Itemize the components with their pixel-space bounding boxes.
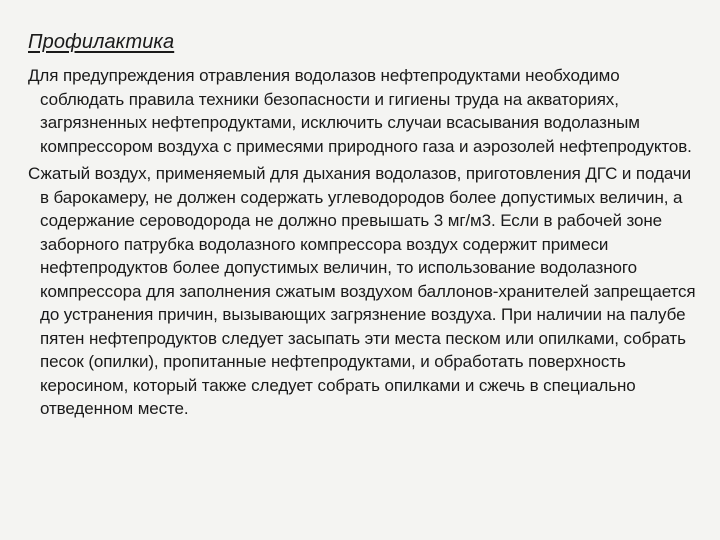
paragraph-compressed-air: Сжатый воздух, применяемый для дыхания водолазов, приготовления ДГС и подачи в барокамеру, не должен содержать углеводородов более допустимых величин, а содержание сероводорода не должно превышать 3 мг/м3. Если в рабочей зоне заборного патрубка водолазного компрессора воздух содержит примеси нефтепродуктов более допустимых величин, то использование водолазного компрессора для заполнения сжатым воздухом баллонов-хранителей запрещается до устранения причин, вызывающих загрязнение воздуха. При наличии на палубе пятен нефтепродуктов следует засыпать эти места песком или опилками, собрать песок (опилки), пропитанные нефтепродуктами, и обработать поверхность керосином, который также следует собрать опилками и сжечь в специально отведенном месте.: [28, 164, 696, 418]
paragraph-prevention: Для предупреждения отравления водолазов нефтепродуктами необходимо соблюдать правила техники безопасности и гигиены труда на акваториях, загрязненных нефтепродуктами, исключить случаи всасывания водолазным компрессором воздуха с примесями природного газа и аэрозолей нефтепродуктов.: [28, 66, 692, 156]
slide-heading: Профилактика: [28, 31, 175, 53]
